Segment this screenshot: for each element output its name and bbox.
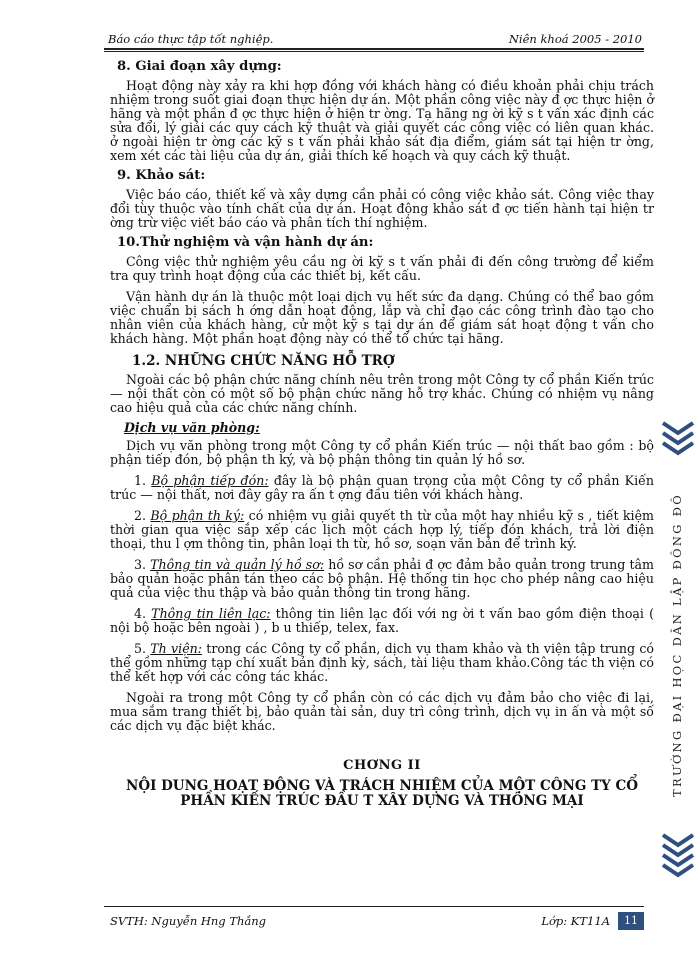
footer-rule [104,906,644,907]
page-footer [110,912,644,934]
list-item-text: hồ sơ cần phải đ ợc đảm bảo quản trong trung tâm bảo quản hoặc phân tán theo các bộ phận. Hệ thống tin học cho phép nâng cao hiệu quả của việc thu thập và bảo quản thông tin trong hãng. [110,557,654,600]
section-heading-support-functions: 1.2. NHỮNG CHỨC NĂNG HỖ TRỢ [132,353,395,369]
paragraph-support-functions: Ngoài các bộ phận chức năng chính nêu trên trong một Công ty cổ phần Kiến trúc — nội thất còn có một số bộ phận chức năng hỗ trợ khác. Chúng có nhiệm vụ nâng cao hiệu quả của các chức năng chính. [110,372,654,415]
footer-class: Lớp: KT11A [541,914,610,928]
list-item-reception [110,474,654,502]
page-header [108,28,642,48]
list-item-label: Bộ phận th ký: [150,508,245,523]
list-item-text: trong các Công ty cổ phần, dịch vụ tham khảo và th viện tập trung có thể gồm những tạp chí xuất bản định kỳ, sách, tài liệu tham khảo.Công tác th viện có thể kết hợp với các công tác khác. [110,641,654,684]
list-item-text: đây là bộ phận quan trọng của một Công ty cổ phần Kiến trúc — nội thất, nơi đây gây ra ấn t ợng đầu tiên với khách hàng. [110,473,654,502]
paragraph-office-services: Dịch vụ văn phòng trong một Công ty cổ phần Kiến trúc — nội thất bao gồm : bộ phận tiếp đón, bộ phận th ký, và bộ phận thông tin quản lý hồ sơ. [110,438,654,467]
heading-testing-operation: 10.Thử nghiệm và vận hành dự án: [117,235,374,250]
list-item-secretary [110,509,654,551]
list-item-label: Th viện: [150,641,202,656]
sidebar-decoration [660,420,696,900]
list-item-label: Thông tin và quản lý hồ sơ: [150,557,325,572]
page-body [110,54,654,809]
university-name-text: TRƯỜNG ĐẠI HỌC DÂN LẬP ĐÔNG ĐÔ [670,493,684,797]
list-item-label: Thông tin liên lạc: [151,606,271,621]
header-school-year: Niên khoá 2005 - 2010 [508,32,642,46]
chevron-down-icon [660,420,696,460]
list-number: 4. [134,606,152,621]
heading-construction-stage: 8. Giai đoạn xây dựng: [117,59,282,74]
list-item-text: có nhiệm vụ giải quyết th từ của một hay nhiều kỹ s , tiết kiệm thời gian qua việc sắp xếp các lịch một cách hợp lý, tiếp đón khách, trả lời điện thoại, thu l ợm thông tin, phân loại th từ, hồ sơ, soạn văn bản để trình ký. [110,508,654,551]
paragraph-construction-stage: Hoạt động này xảy ra khi hợp đồng với khách hàng có điều khoản phải chịu trách nhiệm trong suốt giai đoạn thực hiện dự án. Một phần công việc này đ ợc thực hiện ở hãng và một phần đ ợc thực hiện ở hiện tr ờng. Tạ hãng ng ời kỹ s t vấn xác định các sửa đổi, lý giải các quy cách kỹ thuật và giải quyết các công việc có liên quan khác. ở ngoài hiện tr ờng các kỹ s t vấn phải khảo sát địa điểm, giám sát tại hiện tr ờng, xem xét các tài liệu của dự án, giải thích kế hoạch và quy cách kỹ thuật. [110,78,654,163]
heading-survey: 9. Khảo sát: [117,168,206,183]
paragraph-operation: Vận hành dự án là thuộc một loại dịch vụ hết sức đa dạng. Chúng có thể bao gồm việc chuẩn bị sách h ớng dẫn hoạt động, lắp và chỉ đạo các công trình đào tạo cho nhân viên của khách hàng, cử một kỹ s tại dự án để giám sát hoạt động t vấn cho khách hàng. Một phần hoạt động này có thể tổ chức tại hãng. [110,289,654,346]
paragraph-testing: Công việc thử nghiệm yêu cầu ng ời kỹ s t vấn phải đi đến công trường để kiểm tra quy trình hoạt động của các thiết bị, kết cấu. [110,254,654,283]
chapter-title: NỘI DUNG HOẠT ĐỘNG VÀ TRÁCH NHIỆM CỦA MỘT CÔNG TY CỔ PHẦN KIẾN TRÚC ĐẦU T XÂY DỰNG VÀ THÔNG MẠI [125,778,638,809]
header-rule [104,48,644,50]
list-item-label: Bộ phận tiếp đón: [151,473,269,488]
list-number: 3. [134,557,151,572]
paragraph-survey: Việc báo cáo, thiết kế và xây dựng cần phải có công việc khảo sát. Công việc thay đổi tùy thuộc vào tính chất của dự án. Hoạt động khảo sát đ ợc tiến hành tại hiện tr ờng trừ việc viết báo cáo và phân tích thí nghiệm. [110,187,654,230]
university-name-vertical [662,460,692,830]
list-number: 2. [134,508,151,523]
list-item-text: thông tin liên lạc đối với ng ời t vấn bao gồm điện thoại ( nội bộ hoặc bên ngoài ) , b u thiếp, telex, fax. [110,606,654,635]
page-number: 11 [618,912,644,930]
list-item-records [110,558,654,600]
header-report-title: Báo cáo thực tập tốt nghiệp. [108,32,274,46]
chevron-down-icon [660,832,696,878]
footer-student: SVTH: Nguyễn Hng Thắng [110,914,267,928]
paragraph-other-services: Ngoài ra trong một Công ty cổ phần còn có các dịch vụ đảm bảo cho việc đi lại, mua sắm trang thiết bị, bảo quản tài sản, duy trì công trình, dịch vụ in ấn và một số các dịch vụ đặc biệt khác. [110,690,654,733]
chapter-number: CHƠNG II [343,758,421,773]
list-item-library [110,642,654,684]
subheading-office-services: Dịch vụ văn phòng: [124,420,260,435]
list-number: 1. [134,473,152,488]
header-rule-thin [104,51,644,52]
list-number: 5. [134,641,151,656]
list-item-communication [110,607,654,635]
